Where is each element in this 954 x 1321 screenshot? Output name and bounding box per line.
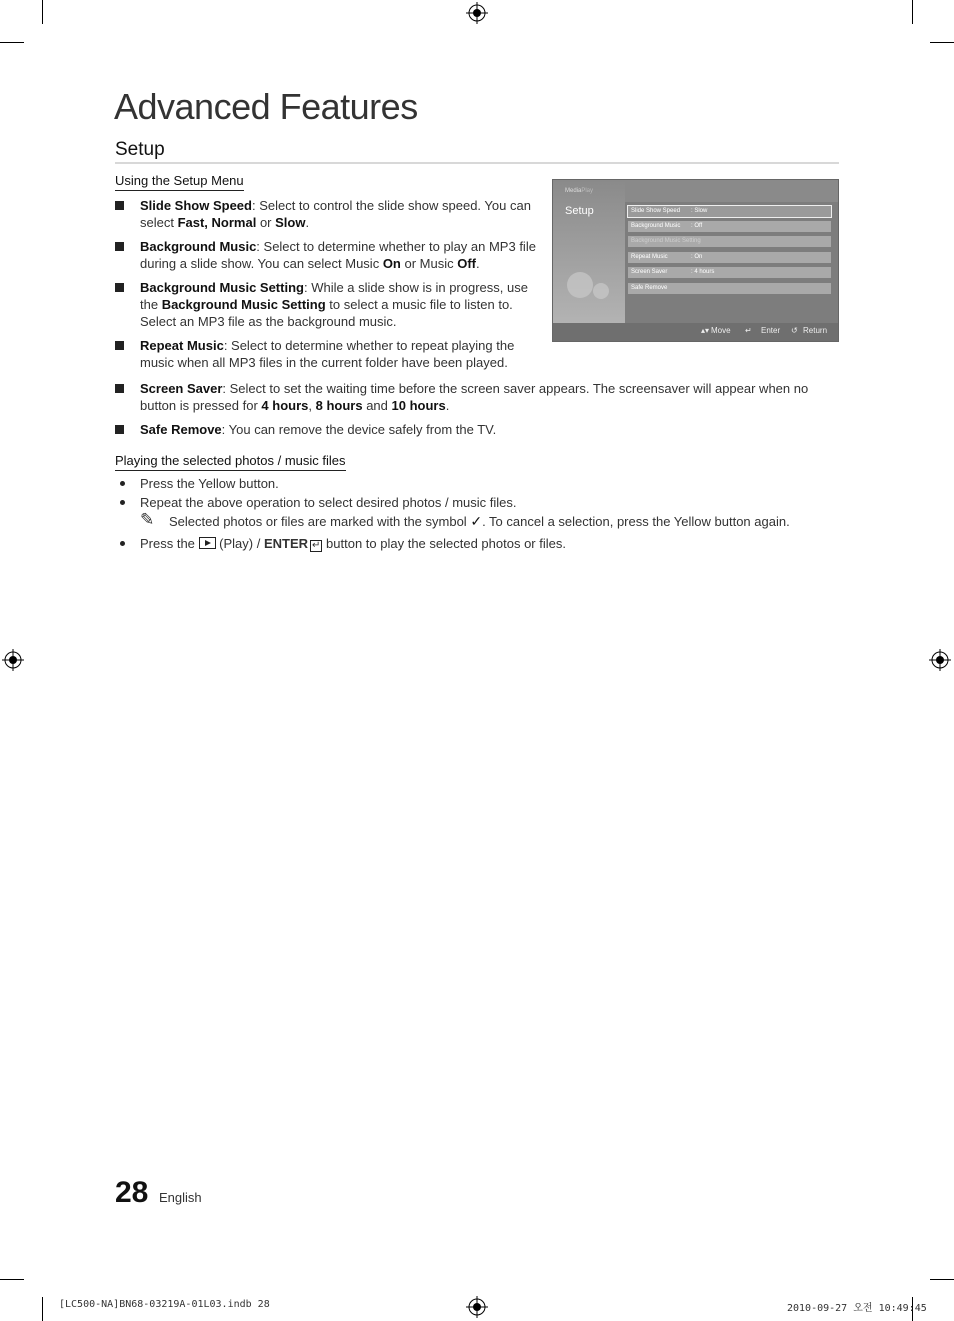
item-term: Slide Show Speed	[140, 198, 252, 213]
tv-left-panel	[553, 180, 625, 323]
tv-menu-row: Slide Show Speed : Slow	[628, 206, 831, 217]
square-bullet-icon	[115, 283, 124, 292]
square-bullet-icon	[115, 425, 124, 434]
page-title: Advanced Features	[114, 86, 418, 127]
tv-menu-row: Screen Saver : 4 hours	[628, 267, 831, 278]
checkmark-icon: ✓	[470, 513, 483, 529]
tv-menu-row: Background Music Setting	[628, 236, 831, 247]
item-term: Safe Remove	[140, 422, 222, 437]
setup-menu-screenshot	[552, 179, 839, 342]
print-slug-date: 2010-09-27 오전 10:49:45	[787, 1303, 927, 1314]
square-bullet-icon	[115, 201, 124, 210]
item-term: Background Music Setting	[140, 280, 304, 295]
crop-mark	[912, 0, 913, 24]
bullet-icon	[120, 500, 125, 505]
nav-return-label: Return	[803, 326, 828, 335]
crop-mark	[0, 1279, 24, 1280]
crop-mark	[0, 42, 24, 43]
square-bullet-icon	[115, 384, 124, 393]
crop-mark	[930, 1279, 954, 1280]
note-text: Selected photos or files are marked with the symbol ✓. To cancel a selection, press the Yellow button again.	[169, 513, 790, 529]
section-title: Setup	[115, 139, 165, 160]
crop-mark	[42, 1297, 43, 1321]
item-term: Background Music	[140, 239, 257, 254]
print-slug-file: [LC500-NA]BN68-03219A-01L03.indb 28	[59, 1299, 270, 1310]
return-icon: ↺	[791, 326, 798, 335]
enter-key-icon: ↵	[312, 540, 321, 551]
section-divider	[115, 162, 839, 164]
tv-menu-title: Setup	[565, 205, 594, 217]
enter-icon: ↵	[745, 326, 752, 335]
note-pencil-icon: ✎	[140, 510, 155, 529]
registration-mark-icon	[466, 1296, 488, 1318]
nav-move-label: Move	[711, 326, 731, 335]
square-bullet-icon	[115, 242, 124, 251]
page-language: English	[159, 1190, 202, 1205]
registration-mark-icon	[2, 649, 24, 671]
item-term: Repeat Music	[140, 338, 224, 353]
registration-mark-icon	[466, 2, 488, 24]
tv-menu-row: Repeat Music : On	[628, 252, 831, 263]
registration-mark-icon	[929, 649, 951, 671]
nav-enter-label: Enter	[761, 326, 781, 335]
using-setup-heading: Using the Setup Menu	[115, 173, 244, 191]
item-term: Screen Saver	[140, 381, 223, 396]
bullet-icon	[120, 541, 125, 546]
tv-menu-row: Background Music : Off	[628, 221, 831, 232]
bullet-icon	[120, 481, 125, 486]
tv-menu-row: Safe Remove	[628, 283, 831, 294]
media-play-logo: MediaPlay	[565, 188, 594, 194]
gear-icon	[593, 283, 609, 299]
move-icon: ▴▾	[701, 326, 710, 335]
crop-mark	[930, 42, 954, 43]
gear-icon	[567, 272, 593, 298]
page-number: 28	[115, 1176, 149, 1209]
crop-mark	[42, 0, 43, 24]
square-bullet-icon	[115, 341, 124, 350]
playing-heading: Playing the selected photos / music files	[115, 453, 346, 471]
play-button-icon	[199, 537, 216, 549]
tv-nav-bar	[553, 323, 838, 341]
